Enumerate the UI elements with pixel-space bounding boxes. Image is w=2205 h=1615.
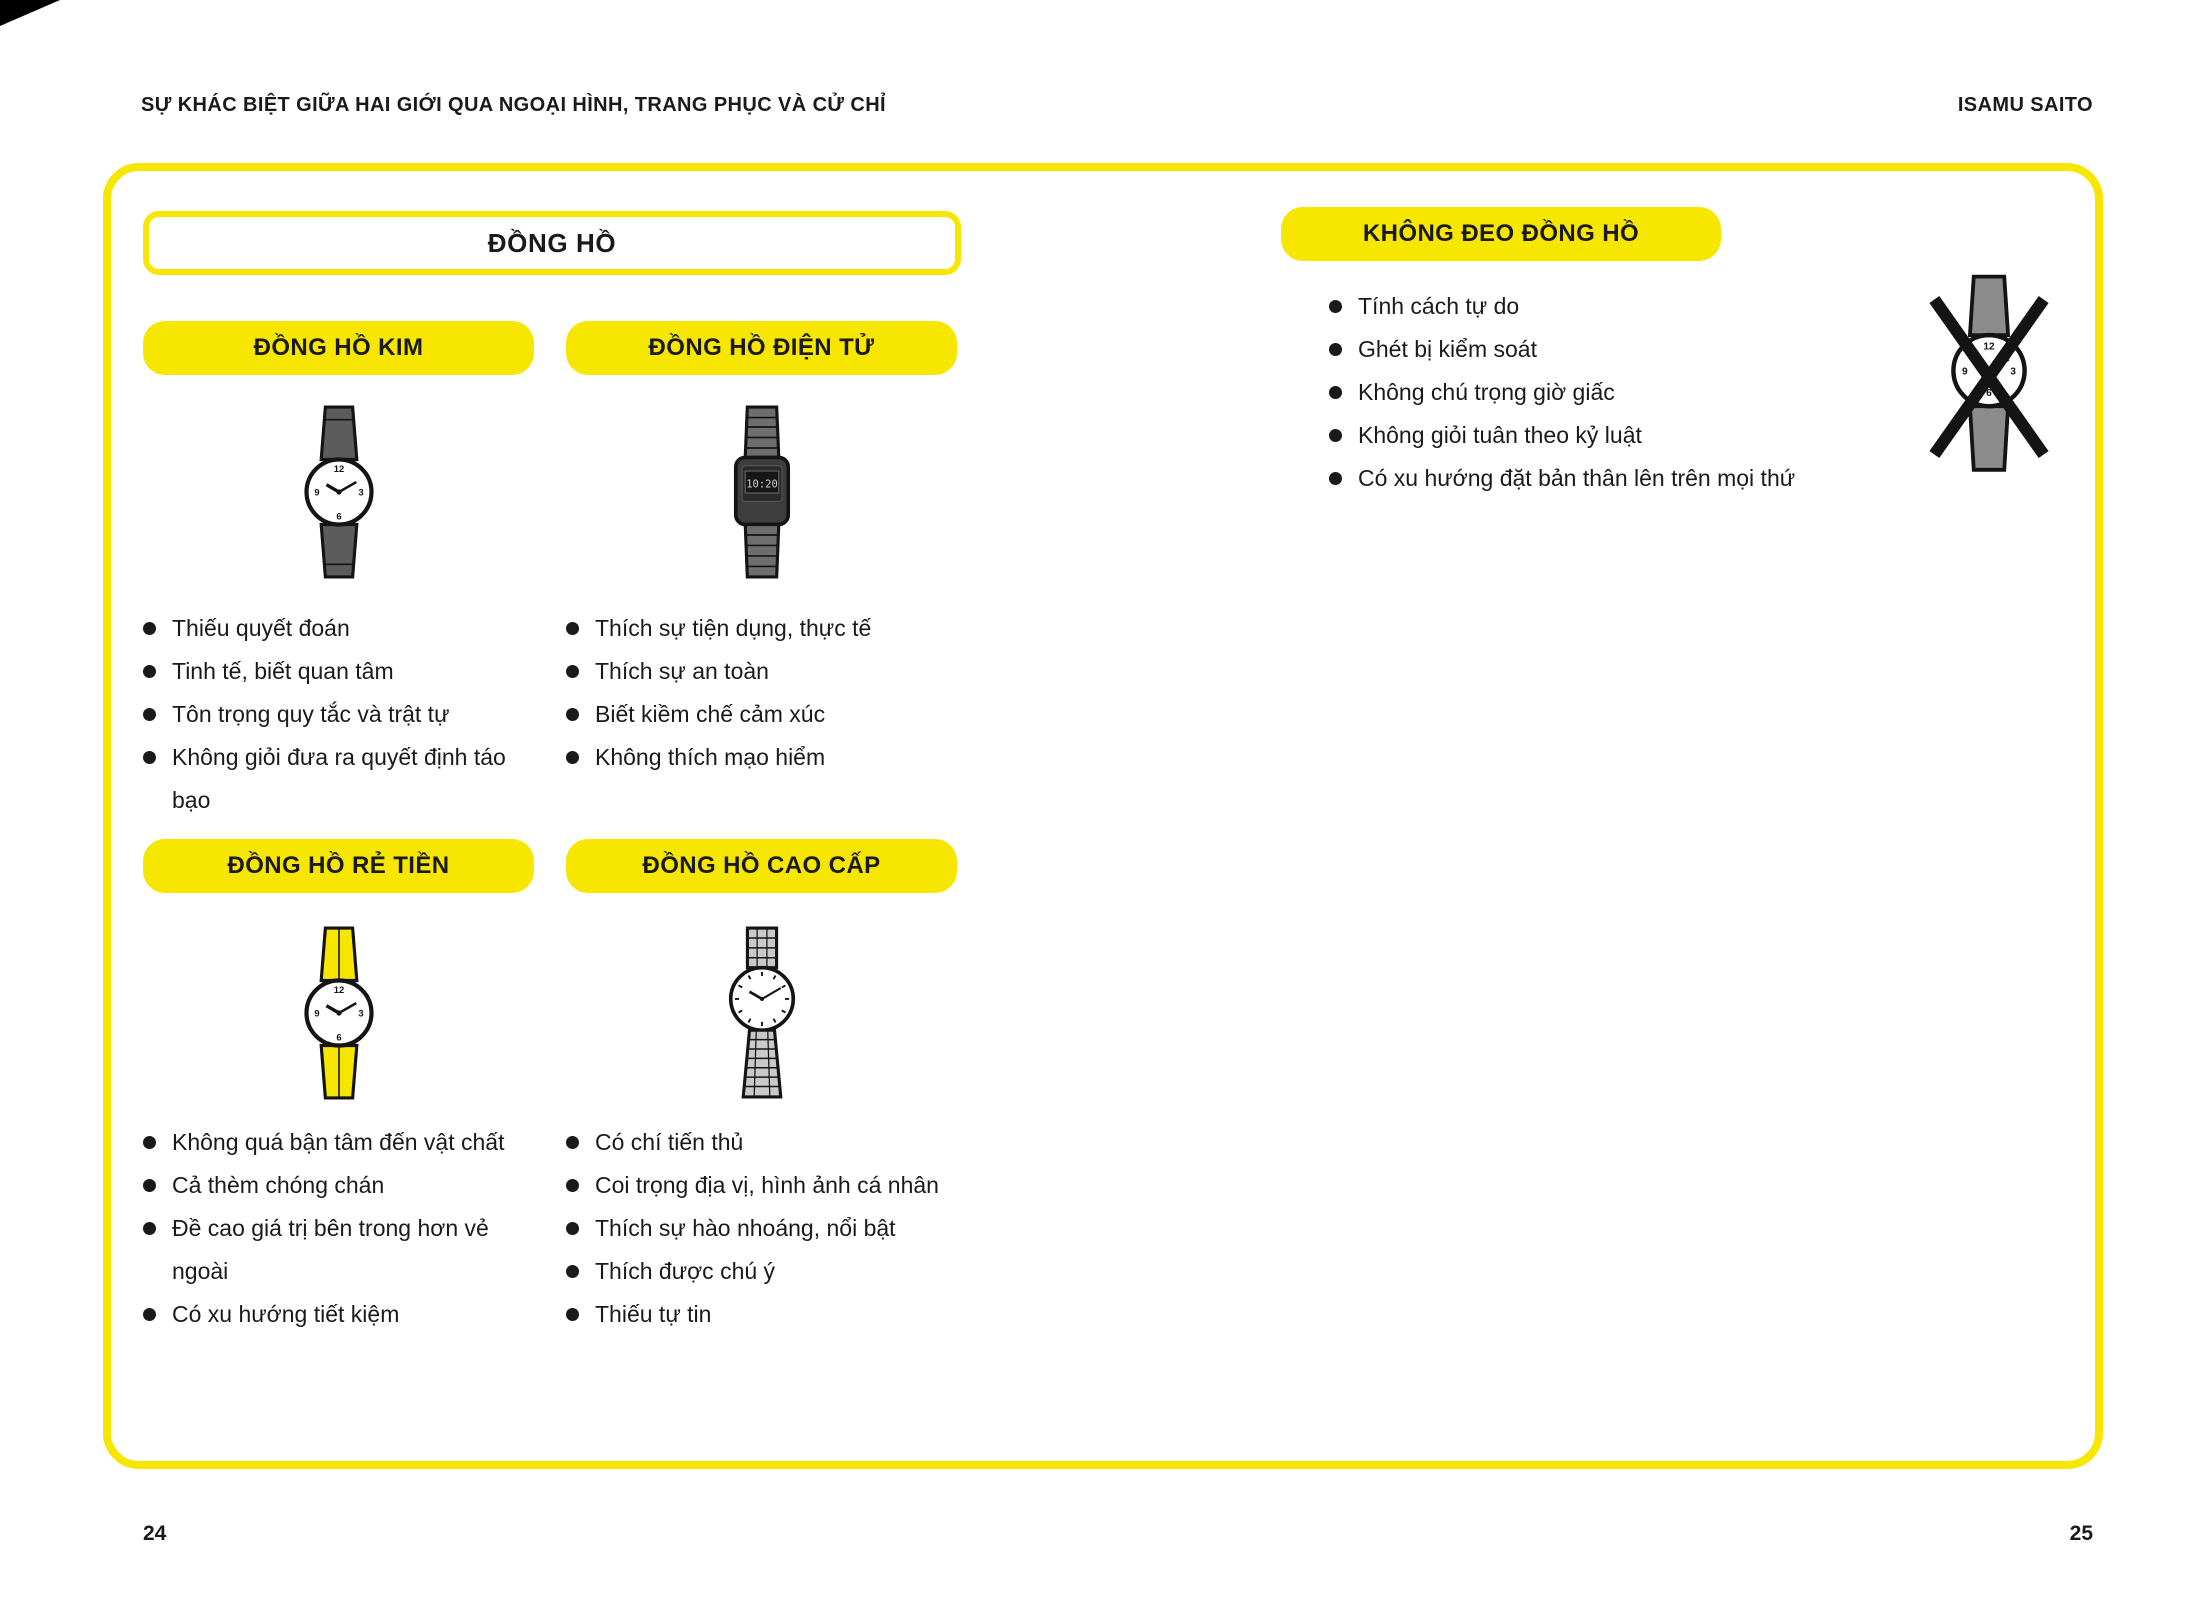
bullet-icon [143,1136,156,1149]
trait-item: Tinh tế, biết quan tâm [143,650,543,693]
author-name: ISAMU SAITO [1957,94,2093,116]
bullet-icon [566,1308,579,1321]
svg-text:3: 3 [358,1007,364,1019]
svg-text:12: 12 [333,984,345,996]
section-header-nowatch: KHÔNG ĐEO ĐỒNG HỒ [1281,207,1721,261]
bullet-icon [1329,429,1342,442]
svg-text:10:20: 10:20 [746,478,778,491]
trait-list-nowatch [1329,285,2009,500]
bullet-icon [143,1179,156,1192]
bullet-icon [1329,472,1342,485]
page-number-right: 25 [2069,1522,2093,1545]
trait-item: Không chú trọng giờ giấc [1329,371,2009,414]
svg-text:9: 9 [314,486,320,498]
svg-text:3: 3 [2010,366,2016,378]
main-title: ĐỒNG HỒ [487,227,617,258]
trait-item: Ghét bị kiểm soát [1329,328,2009,371]
no-watch-icon [1919,269,2059,480]
bullet-icon [566,665,579,678]
svg-text:12: 12 [1983,341,1995,353]
svg-text:9: 9 [1962,366,1968,378]
svg-text:3: 3 [358,486,364,498]
bullet-icon [566,1179,579,1192]
bullet-icon [1329,343,1342,356]
cheap-watch-icon [297,926,381,1100]
bullet-icon [1329,300,1342,313]
trait-item: Tính cách tự do [1329,285,2009,328]
bullet-icon [143,665,156,678]
trait-item: Đề cao giá trị bên trong hơn vẻ ngoài [143,1207,543,1293]
main-panel [103,163,2103,1469]
trait-list-retien [143,1121,543,1336]
section-header-caocap: ĐỒNG HỒ CAO CẤP [566,839,957,893]
page-number-left: 24 [143,1522,167,1545]
trait-item: Thích được chú ý [566,1250,976,1293]
bullet-icon [143,751,156,764]
bullet-icon [566,622,579,635]
trait-item: Có chí tiến thủ [566,1121,976,1164]
trait-item: Thiếu quyết đoán [143,607,543,650]
trait-item: Có xu hướng tiết kiệm [143,1293,543,1336]
trait-item: Thích sự an toàn [566,650,966,693]
svg-text:6: 6 [336,1031,342,1043]
trait-item: Không giỏi đưa ra quyết định táo bạo [143,736,543,822]
trait-item: Không thích mạo hiểm [566,736,966,779]
page-header [141,94,2093,117]
bullet-icon [566,708,579,721]
bullet-icon [143,622,156,635]
bullet-icon [143,1222,156,1235]
trait-item: Biết kiềm chế cảm xúc [566,693,966,736]
trait-item: Không quá bận tâm đến vật chất [143,1121,543,1164]
luxury-watch-icon [715,926,809,1099]
bullet-icon [1329,386,1342,399]
trait-list-dientu [566,607,966,779]
trait-item: Coi trọng địa vị, hình ảnh cá nhân [566,1164,976,1207]
trait-item: Không giỏi tuân theo kỷ luật [1329,414,2009,457]
bullet-icon [143,1308,156,1321]
trait-list-caocap [566,1121,976,1336]
digital-watch-icon [720,405,804,579]
trait-item: Cả thèm chóng chán [143,1164,543,1207]
bullet-icon [566,1136,579,1149]
trait-item: Thích sự hào nhoáng, nổi bật [566,1207,976,1250]
page-corner-mark [0,0,60,26]
trait-item: Tôn trọng quy tắc và trật tự [143,693,543,736]
trait-item: Thiếu tự tin [566,1293,976,1336]
trait-list-kim [143,607,543,822]
svg-text:9: 9 [314,1007,320,1019]
svg-text:6: 6 [1986,388,1992,400]
running-title: SỰ KHÁC BIỆT GIỮA HAI GIỚI QUA NGOẠI HÌNH, TRANG PHỤC VÀ CỬ CHỈ [141,94,887,116]
bullet-icon [566,1222,579,1235]
bullet-icon [566,751,579,764]
bullet-icon [566,1265,579,1278]
bullet-icon [143,708,156,721]
main-title-box [143,211,961,275]
section-header-kim: ĐỒNG HỒ KIM [143,321,534,375]
svg-text:12: 12 [333,463,345,475]
analog-watch-icon [297,405,381,579]
svg-text:6: 6 [336,510,342,522]
trait-item: Có xu hướng đặt bản thân lên trên mọi thứ [1329,457,2009,500]
section-header-retien: ĐỒNG HỒ RẺ TIỀN [143,839,534,893]
trait-item: Thích sự tiện dụng, thực tế [566,607,966,650]
section-header-dientu: ĐỒNG HỒ ĐIỆN TỬ [566,321,957,375]
